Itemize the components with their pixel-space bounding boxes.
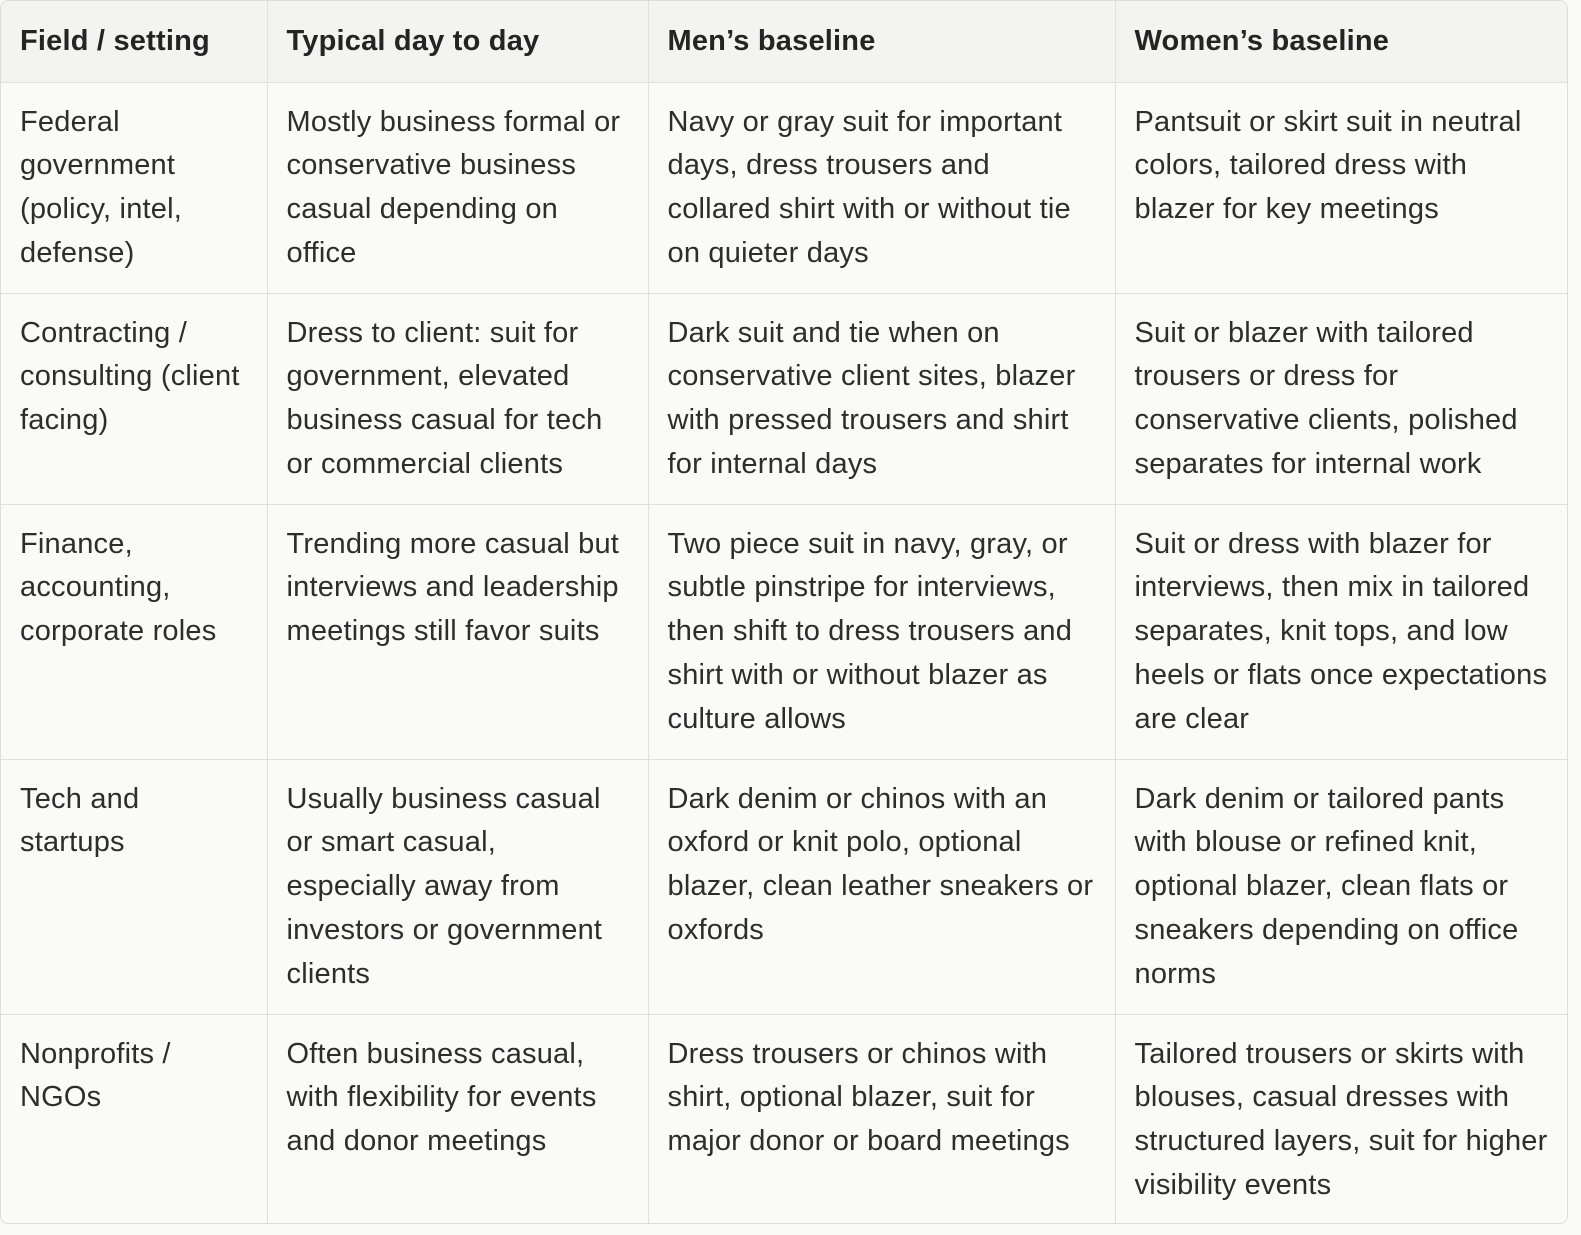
column-header-womens: Women’s baseline xyxy=(1115,1,1567,82)
cell-womens: Tailored trousers or skirts with blouses, casual dresses with structured layers, suit for higher visibility events xyxy=(1115,1014,1567,1223)
cell-mens: Dark denim or chinos with an oxford or knit polo, optional blazer, clean leather sneakers or oxfords xyxy=(648,759,1115,1014)
cell-field: Tech and startups xyxy=(1,759,267,1014)
cell-mens: Dress trousers or chinos with shirt, optional blazer, suit for major donor or board meetings xyxy=(648,1014,1115,1223)
column-header-typical: Typical day to day xyxy=(267,1,648,82)
table-row xyxy=(1,293,1567,504)
table-row xyxy=(1,82,1567,293)
cell-typical: Usually business casual or smart casual, especially away from investors or government clients xyxy=(267,759,648,1014)
cell-field: Contracting / consulting (client facing) xyxy=(1,293,267,504)
column-header-field: Field / setting xyxy=(1,1,267,82)
cell-womens: Suit or blazer with tailored trousers or dress for conservative clients, polished separates for internal work xyxy=(1115,293,1567,504)
table-row xyxy=(1,759,1567,1014)
cell-typical: Trending more casual but interviews and leadership meetings still favor suits xyxy=(267,504,648,759)
cell-field: Finance, accounting, corporate roles xyxy=(1,504,267,759)
column-header-mens: Men’s baseline xyxy=(648,1,1115,82)
cell-womens: Dark denim or tailored pants with blouse or refined knit, optional blazer, clean flats or sneakers depending on office norms xyxy=(1115,759,1567,1014)
cell-mens: Navy or gray suit for important days, dress trousers and collared shirt with or without tie on quieter days xyxy=(648,82,1115,293)
table-row xyxy=(1,1014,1567,1223)
cell-womens: Pantsuit or skirt suit in neutral colors, tailored dress with blazer for key meetings xyxy=(1115,82,1567,293)
dress-code-table xyxy=(1,1,1567,1223)
cell-womens: Suit or dress with blazer for interviews, then mix in tailored separates, knit tops, and low heels or flats once expectations are clear xyxy=(1115,504,1567,759)
cell-typical: Often business casual, with flexibility for events and donor meetings xyxy=(267,1014,648,1223)
cell-field: Federal government (policy, intel, defense) xyxy=(1,82,267,293)
cell-typical: Dress to client: suit for government, elevated business casual for tech or commercial clients xyxy=(267,293,648,504)
table-header-row xyxy=(1,1,1567,82)
cell-field: Nonprofits / NGOs xyxy=(1,1014,267,1223)
table-row xyxy=(1,504,1567,759)
cell-mens: Two piece suit in navy, gray, or subtle pinstripe for interviews, then shift to dress trousers and shirt with or without blazer as culture allows xyxy=(648,504,1115,759)
cell-mens: Dark suit and tie when on conservative client sites, blazer with pressed trousers and shirt for internal days xyxy=(648,293,1115,504)
cell-typical: Mostly business formal or conservative business casual depending on office xyxy=(267,82,648,293)
